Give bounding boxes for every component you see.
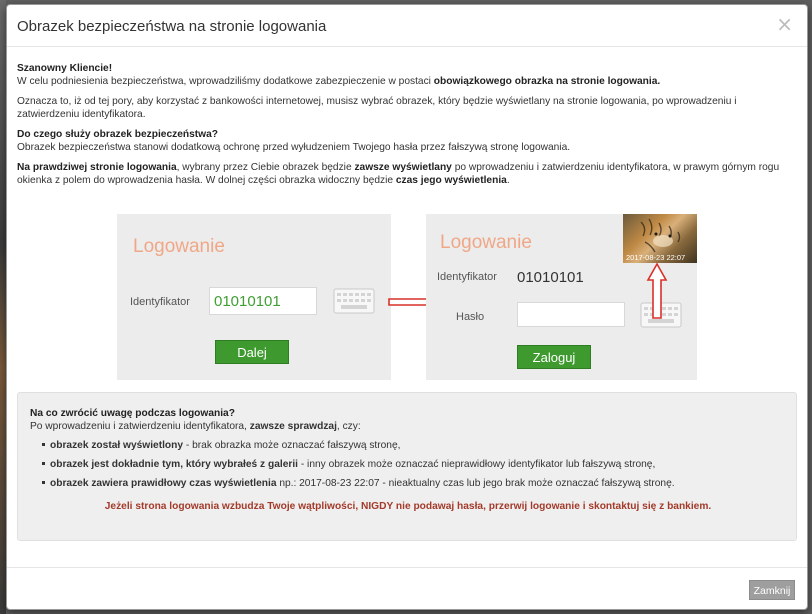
id-input-value: 01010101 bbox=[214, 293, 281, 310]
real-bold-2: zawsze wyświetlany bbox=[354, 162, 452, 173]
list-item bbox=[42, 458, 790, 471]
real-text-1: , wybrany przez Ciebie obrazek będzie bbox=[176, 162, 355, 173]
meaning-paragraph: Oznacza to, iż od tej pory, aby korzystać z bankowości internetowej, musisz wybrać obrazek, który będzie wyświetlany na stronie logowania, po wprowadzeniu i zatwierdzeniu identyfikatora. bbox=[17, 96, 737, 120]
tip-bold: obrazek został wyświetlony bbox=[50, 440, 184, 451]
tips-heading: Na co zwrócić uwagę podczas logowania? bbox=[30, 408, 235, 419]
modal-title: Obrazek bezpieczeństwa na stronie logowania bbox=[17, 18, 327, 35]
warning-message: Jeżeli strona logowania wzbudza Twoje wątpliwości, NIGDY nie podawaj hasła, przerwij logowanie i skontaktuj się z bankiem. bbox=[104, 501, 712, 512]
tip-bold: obrazek zawiera prawidłowy czas wyświetlenia bbox=[50, 478, 277, 489]
login-logo: Logowanie bbox=[133, 236, 225, 257]
tips-intro-bold: zawsze sprawdzaj bbox=[249, 421, 337, 432]
id-value-2: 01010101 bbox=[517, 269, 584, 286]
next-button-illustration: Dalej bbox=[215, 340, 289, 364]
intro-text: W celu podniesienia bezpieczeństwa, wprowadziliśmy dodatkowe zabezpieczenie w postaci bbox=[17, 76, 434, 87]
real-login-paragraph bbox=[17, 161, 789, 187]
security-image-tiger bbox=[623, 214, 697, 263]
real-bold-1: Na prawdziwej stronie logowania bbox=[17, 162, 177, 173]
close-icon[interactable]: × bbox=[776, 12, 793, 36]
tips-content bbox=[30, 407, 790, 496]
arrow-up-icon bbox=[646, 262, 668, 320]
greeting: Szanowny Kliencie! bbox=[17, 63, 113, 74]
real-text-2: po wprowadzeniu i zatwierdzeniu identyfikatora, w prawym górnym rogu okienka z polem do wprowadzenia hasła. W dolnej części obrazka widoczny będzie bbox=[17, 162, 780, 186]
login-tips-box bbox=[17, 392, 797, 541]
real-bold-3: czas jego wyświetlenia bbox=[395, 175, 507, 186]
close-button[interactable]: Zamknij bbox=[749, 580, 795, 600]
intro-paragraph bbox=[17, 62, 789, 88]
login-step-2-panel bbox=[426, 214, 697, 380]
tips-list bbox=[30, 439, 790, 490]
purpose-question: Do czego służy obrazek bezpieczeństwa? bbox=[17, 129, 218, 140]
keyboard-icon bbox=[333, 288, 375, 314]
password-label: Hasło bbox=[456, 311, 485, 323]
tips-intro-end: , czy: bbox=[336, 421, 361, 432]
password-input-illustration bbox=[517, 302, 625, 327]
purpose-paragraph bbox=[17, 128, 789, 154]
id-input-illustration bbox=[209, 287, 317, 315]
purpose-answer: Obrazek bezpieczeństwa stanowi dodatkową ochronę przed wyłudzeniem Twojego hasła przez fałszywą stronę logowania. bbox=[17, 142, 571, 153]
modal-header bbox=[7, 5, 807, 47]
real-text-end: . bbox=[506, 175, 510, 186]
tips-intro-text: Po wprowadzeniu i zatwierdzeniu identyfikatora, bbox=[30, 421, 250, 432]
list-item bbox=[42, 477, 790, 490]
id-label-2: Identyfikator bbox=[437, 271, 497, 283]
login-illustration bbox=[117, 214, 697, 380]
tip-bold: obrazek jest dokładnie tym, który wybrałeś z galerii bbox=[50, 459, 298, 470]
modal-body bbox=[17, 62, 789, 194]
intro-bold: obowiązkowego obrazka na stronie logowania. bbox=[433, 76, 661, 87]
tips-intro bbox=[30, 420, 790, 433]
login-button-illustration: Zaloguj bbox=[517, 345, 591, 369]
security-image-modal bbox=[6, 4, 808, 610]
tip-text: np.: 2017-08-23 22:07 - nieaktualny czas lub jego brak może oznaczać fałszywą stronę. bbox=[276, 478, 675, 489]
tip-text: - brak obrazka może oznaczać fałszywą stronę, bbox=[183, 440, 401, 451]
login-logo-2: Logowanie bbox=[440, 232, 532, 253]
login-step-1-panel bbox=[117, 214, 391, 380]
list-item bbox=[42, 439, 790, 452]
tip-text: - inny obrazek może oznaczać nieprawidłowy identyfikator lub fałszywą stronę, bbox=[298, 459, 656, 470]
id-label: Identyfikator bbox=[130, 296, 190, 308]
modal-footer bbox=[7, 567, 807, 609]
image-timestamp: 2017-08-23 22:07 bbox=[626, 253, 686, 262]
